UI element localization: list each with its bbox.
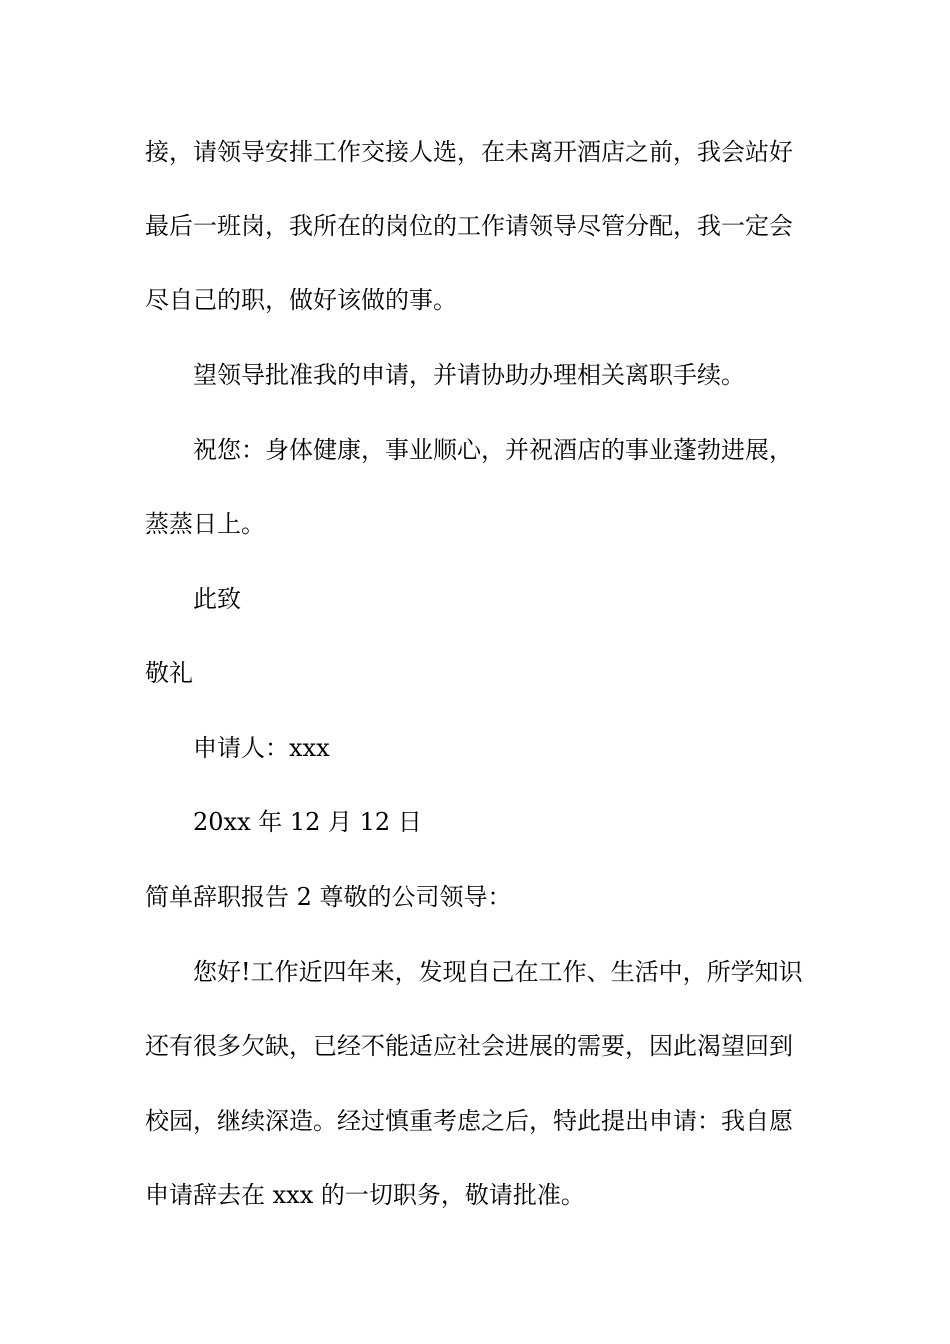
text-line: 校园，继续深造。经过慎重考虑之后，特此提出申请：我自愿	[145, 1107, 793, 1135]
text-line: 望领导批准我的申请，并请协助办理相关离职手续。	[193, 361, 745, 389]
text-line: 申请辞去在 xxx 的一切职务，敬请批准。	[145, 1181, 585, 1209]
text-line: 最后一班岗，我所在的岗位的工作请领导尽管分配，我一定会	[145, 212, 793, 240]
closing-regards: 敬礼	[145, 659, 193, 687]
text-line: 还有很多欠缺，已经不能适应社会进展的需要，因此渴望回到	[145, 1032, 793, 1060]
document-date: 20xx 年 12 月 12 日	[193, 808, 422, 836]
text-line: 蒸蒸日上。	[145, 510, 265, 538]
text-line: 祝您：身体健康，事业顺心，并祝酒店的事业蓬勃进展，	[193, 436, 793, 464]
text-line: 您好!工作近四年来，发现自己在工作、生活中，所学知识	[193, 958, 803, 986]
applicant-signature: 申请人：xxx	[193, 734, 330, 762]
text-line: 接，请领导安排工作交接人选，在未离开酒店之前，我会站好	[145, 138, 793, 166]
text-line: 尽自己的职，做好该做的事。	[145, 286, 457, 314]
section-heading: 简单辞职报告 2 尊敬的公司领导：	[145, 883, 512, 911]
closing-salutation: 此致	[193, 585, 241, 613]
